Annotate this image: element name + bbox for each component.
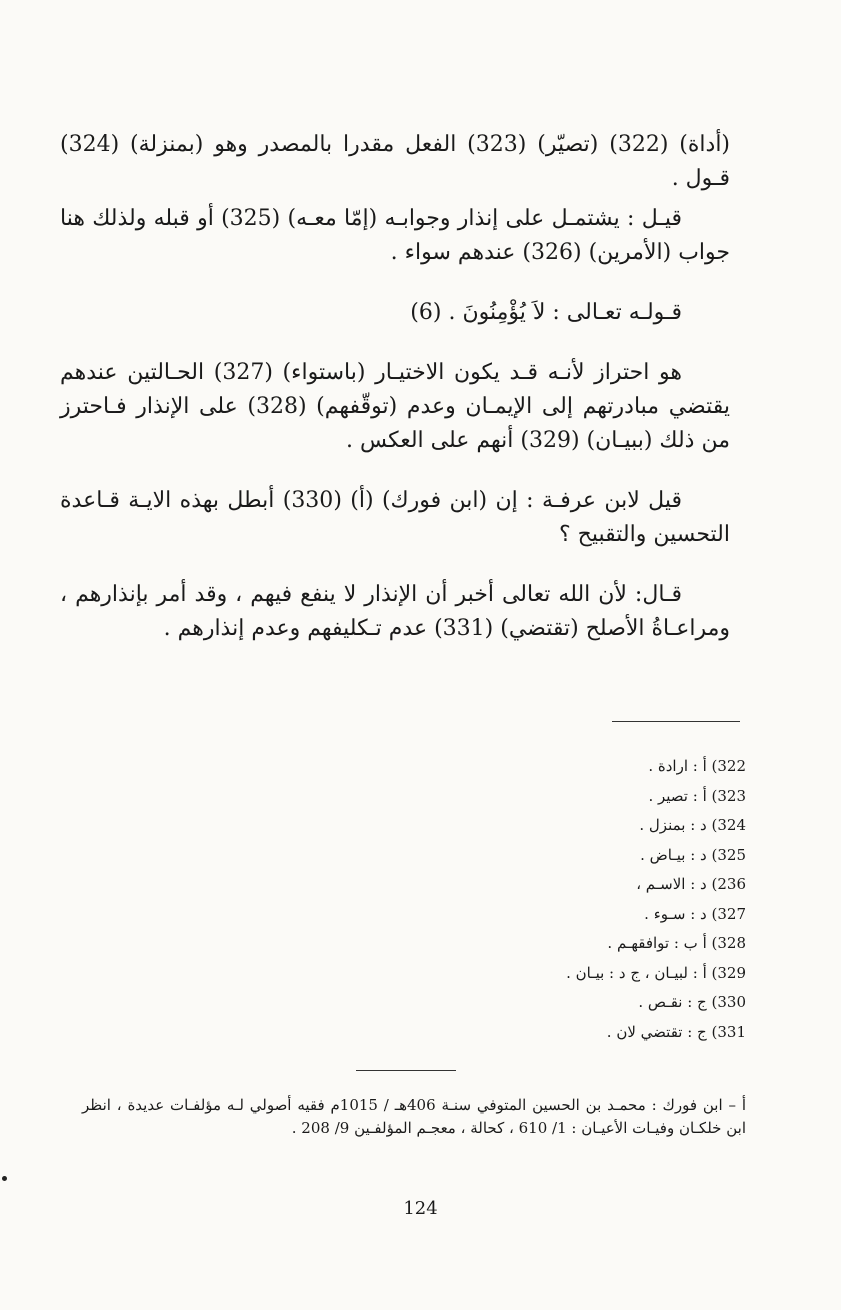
footnote: أ – ابن فورك : محمـد بن الحسين المتوفي سنـة 406هـ / 1015م فقيه أصولي لـه مؤلفـات عديدة ، انظر ابن خلكـان وفيـات الأعيـان : 1/ 610 ، كحالة ، معجـم المؤلفـين 9/ 208 . (82, 1096, 746, 1137)
note-item: 330) ج : نقـص . (638, 993, 746, 1011)
paragraph-5: قـال: لأن الله تعالى أخبر أن الإنذار لا ينفع فيهم ، وقد أمر بإنذارهم ، ومراعـاةُ الأصلح (تقتضي) (331) عدم تـكليفهم وعدم إنذارهم . (60, 582, 730, 641)
note-item: 328) أ ب : توافقهـم . (607, 934, 746, 952)
note-item: 329) أ : لبيـان ، ج د : بيـان . (566, 963, 746, 982)
note-item: 325) د : بيـاض . (640, 845, 746, 864)
note-item: 324) د : بمنزل . (639, 816, 746, 834)
note-item: 322) أ : ارادة . (648, 757, 746, 775)
margin-mark (2, 1176, 7, 1181)
paragraph-1: (أداة) (322) (تصيّر) (323) الفعل مقدرا بالمصدر وهو (بمنزلة) (324) قـول . (60, 132, 731, 191)
paragraph-4: قيل لابن عرفـة : إن (ابن فورك) (أ) (330) أبطل بهذه الايـة قـاعدة التحسين والتقبيح ؟ (60, 488, 730, 547)
note-item: 327) د : سـوء . (644, 904, 746, 923)
footnote-separator (356, 1070, 456, 1071)
paragraph-3: هو احتراز لأنـه قـد يكون الاختيـار (باستواء) (327) الحـالتين عندهم يقتضي مبادرتهم إلى الإيمـان وعدم (توقّفهم) (328) على الإنذار فـاحترز من ذلك (ببيـان) (329) أنهم على العكس . (60, 360, 731, 453)
note-item: 323) أ : تصير . (648, 786, 746, 805)
note-item: 331) ج : تقتضي لان . (606, 1022, 746, 1041)
paragraph-2: قيـل : يشتمـل على إنذار وجوابـه (إمّا معـه) (325) أو قبله ولذلك هنا جواب (الأمرين) (326) عندهم سواء . (60, 206, 730, 265)
notes-separator (612, 721, 740, 722)
quranic-verse: قـولـه تعـالى : لاَ يُؤْمِنُونَ . (6) (410, 300, 682, 325)
main-text (60, 128, 730, 646)
variant-notes (400, 752, 746, 1047)
note-item: 236) د : الاسـم ، (636, 875, 746, 893)
page-number: 124 (403, 1198, 438, 1219)
